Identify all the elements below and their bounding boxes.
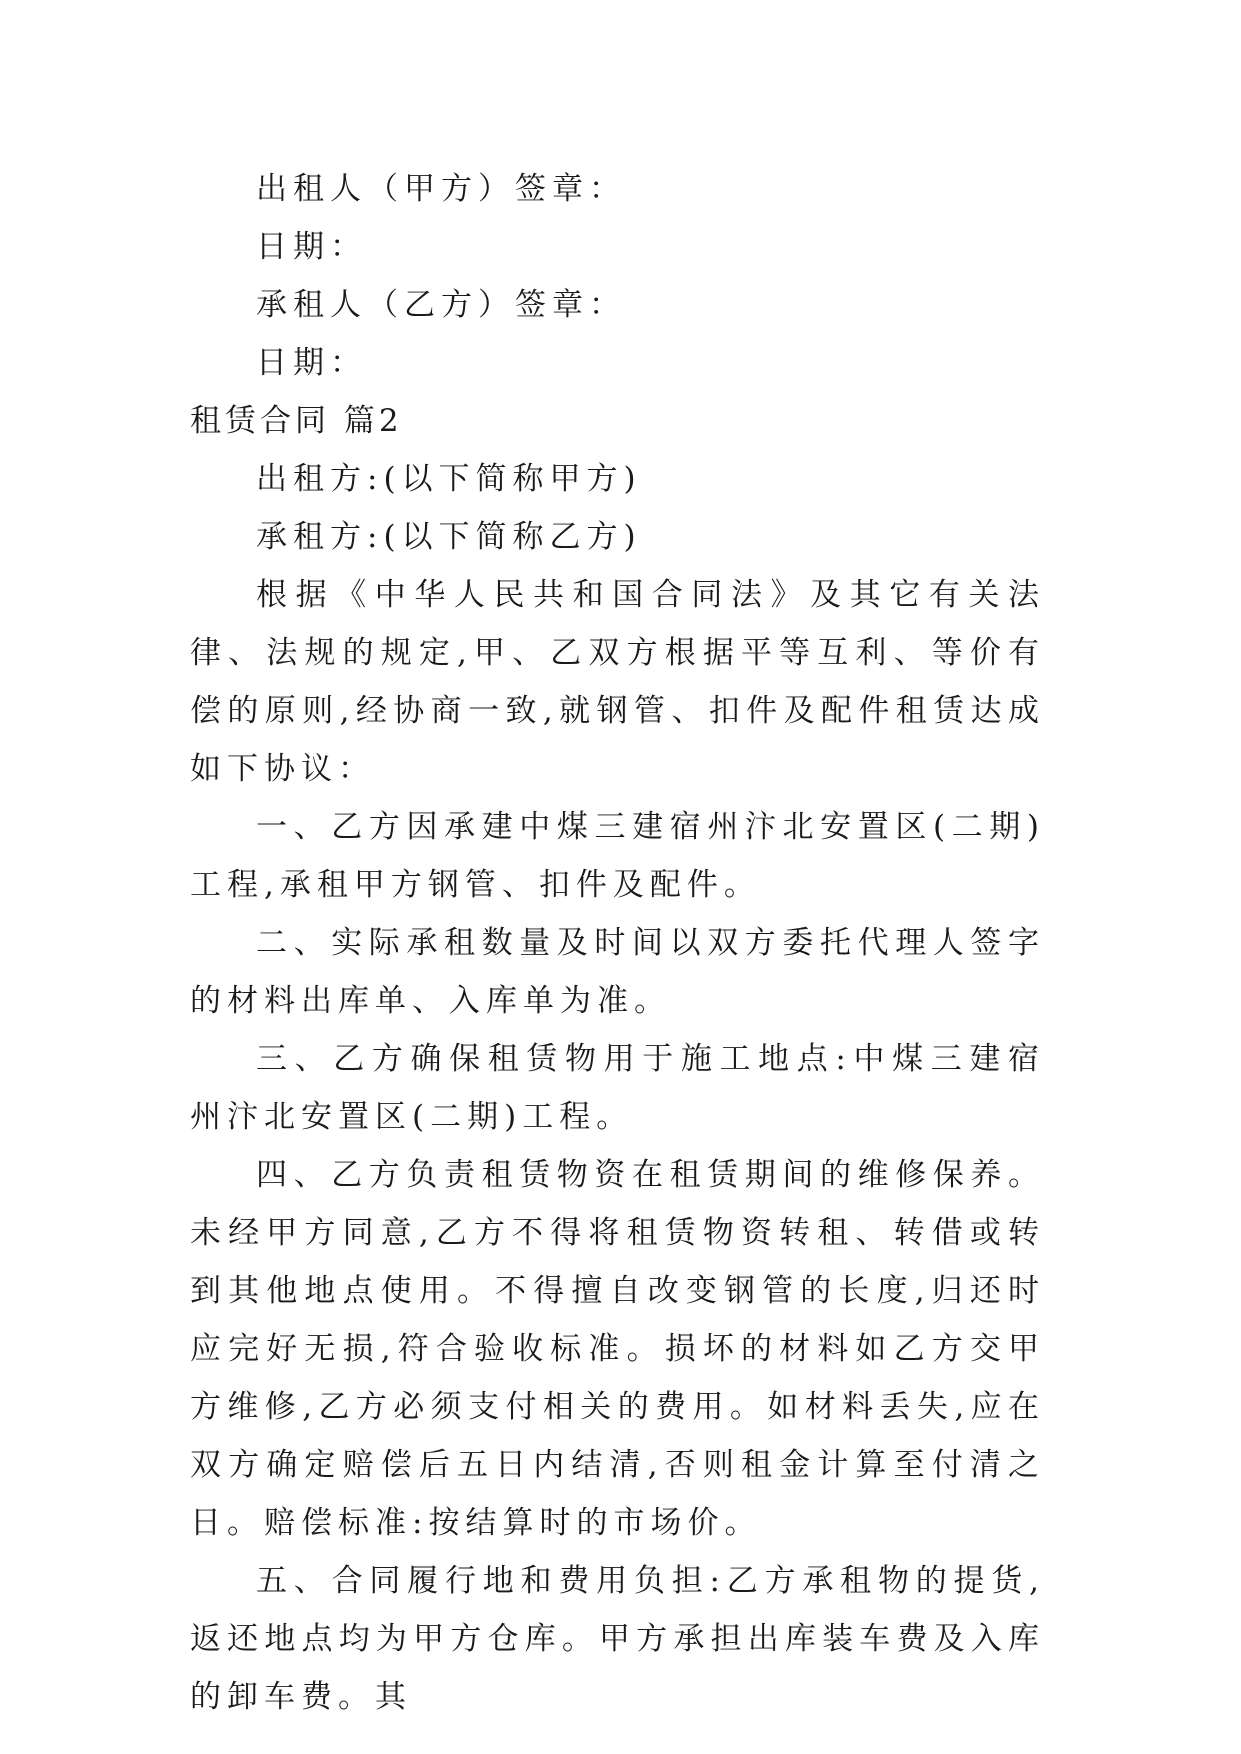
lessor-party-line: 出租方:(以下简称甲方) bbox=[256, 461, 642, 497]
clause-5-paragraph: 五、合同履行地和费用负担:乙方承租物的提货,返还地点均为甲方仓库。甲方承担出库装车费及入库的卸车费。其 bbox=[190, 1563, 1045, 1715]
lessee-party-line: 承租方:(以下简称乙方) bbox=[256, 519, 642, 555]
lessor-date-line: 日期： bbox=[256, 229, 367, 265]
clause-2-paragraph: 二、实际承租数量及时间以双方委托代理人签字的材料出库单、入库单为准。 bbox=[190, 925, 1045, 1019]
lessor-signature-line: 出租人（甲方）签章： bbox=[256, 171, 626, 207]
clause-3-paragraph: 三、乙方确保租赁物用于施工地点:中煤三建宿州汴北安置区(二期)工程。 bbox=[190, 1041, 1045, 1135]
preamble-paragraph: 根据《中华人民共和国合同法》及其它有关法律、法规的规定,甲、乙双方根据平等互利、等价有偿的原则,经协商一致,就钢管、扣件及配件租赁达成如下协议： bbox=[190, 577, 1045, 787]
section-title: 租赁合同 篇2 bbox=[190, 403, 403, 439]
lessee-date-line: 日期： bbox=[256, 345, 367, 381]
clause-4-paragraph: 四、乙方负责租赁物资在租赁期间的维修保养。未经甲方同意,乙方不得将租赁物资转租、转借或转到其他地点使用。不得擅自改变钢管的长度,归还时应完好无损,符合验收标准。损坏的材料如乙方交甲方维修,乙方必须支付相关的费用。如材料丢失,应在双方确定赔偿后五日内结清,否则租金计算至付清之日。赔偿标准:按结算时的市场价。 bbox=[190, 1157, 1045, 1541]
clause-1-paragraph: 一、乙方因承建中煤三建宿州汴北安置区(二期)工程,承租甲方钢管、扣件及配件。 bbox=[190, 809, 1045, 903]
lessee-signature-line: 承租人（乙方）签章： bbox=[256, 287, 626, 323]
document-page bbox=[190, 160, 1045, 1726]
